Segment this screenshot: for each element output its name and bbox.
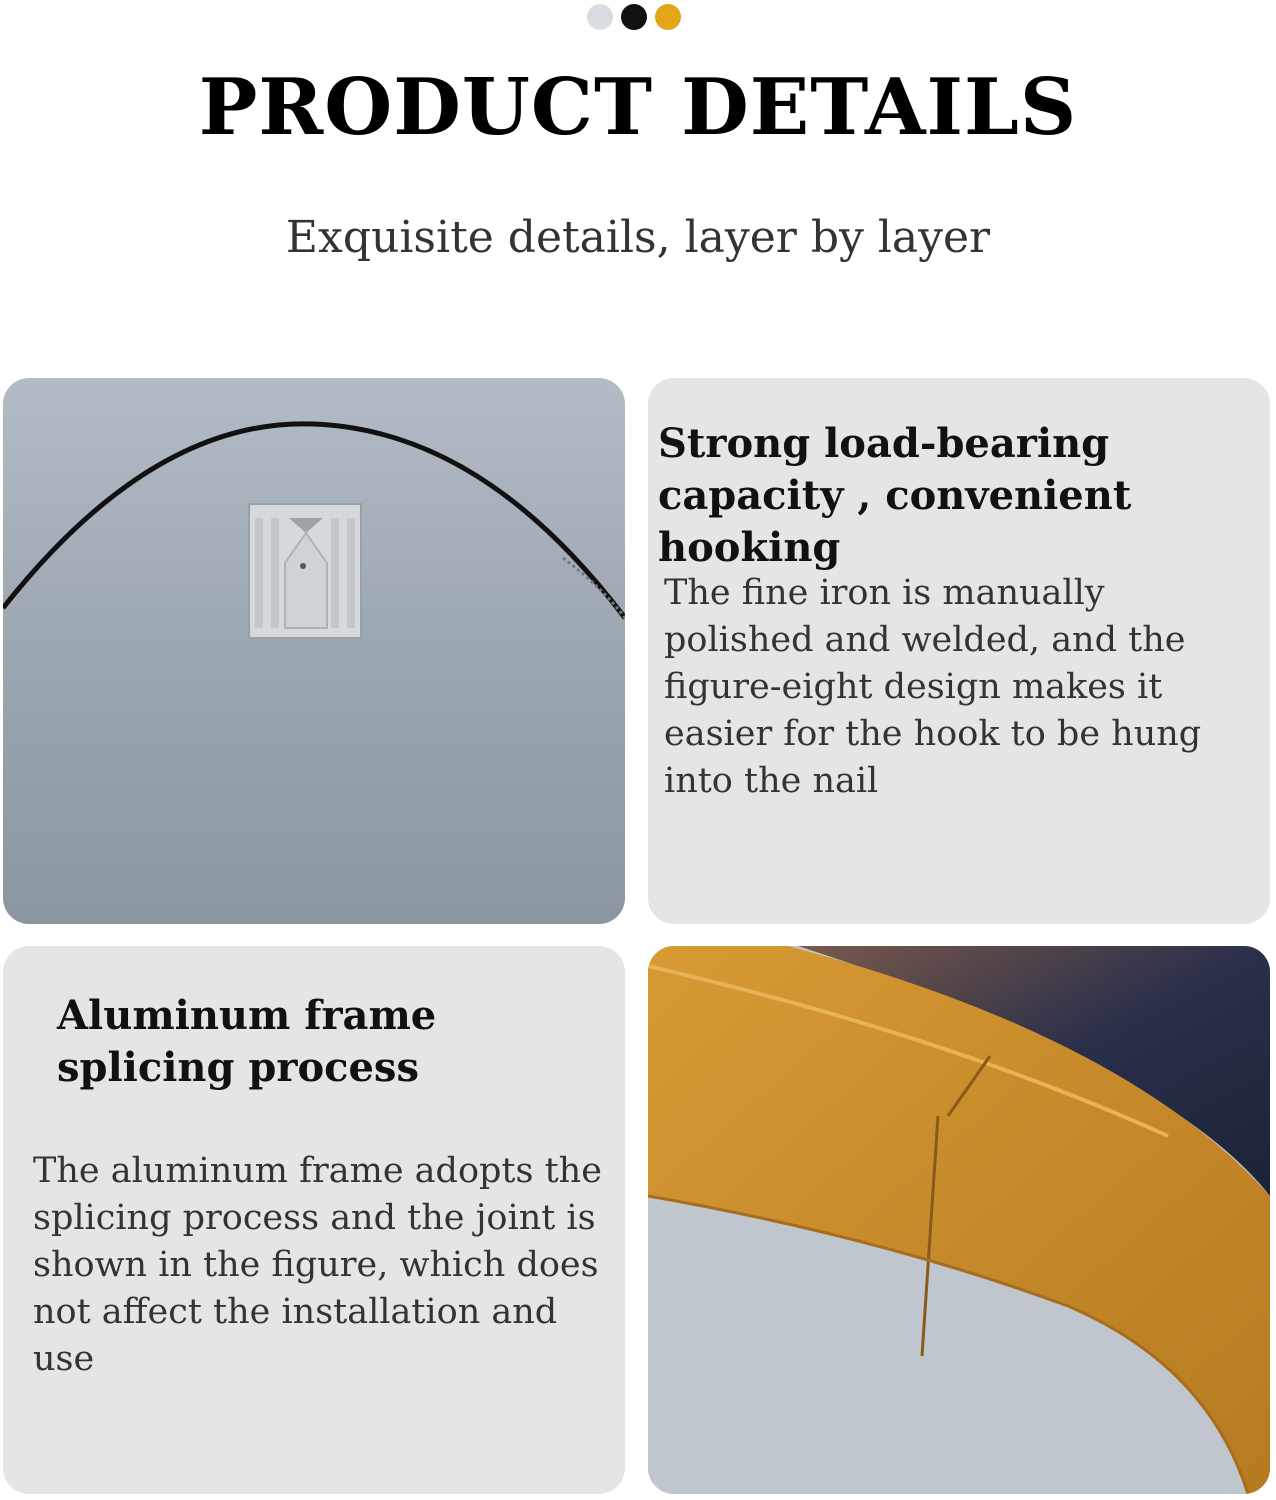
hook-detail-image (3, 378, 625, 924)
swatch-black (621, 4, 647, 30)
page-title: PRODUCT DETAILS (198, 62, 1078, 153)
feature-description: The fine iron is manually polished and welded, and the figure-eight design makes it easier for the hook to be hung into the nail (664, 573, 1202, 801)
color-swatches (587, 4, 681, 30)
feature-title: Strong load-bearing capacity , convenient hooking (658, 420, 1132, 571)
swatch-gold (655, 4, 681, 30)
feature-description: The aluminum frame adopts the splicing process and the joint is shown in the figure, which does not affect the installation and use (33, 1151, 602, 1379)
feature-card-hook (648, 378, 1270, 924)
frame-joint-image (648, 946, 1270, 1494)
swatch-silver (587, 4, 613, 30)
feature-card-frame (3, 946, 625, 1494)
feature-title: Aluminum frame splicing process (57, 992, 437, 1091)
page-subtitle: Exquisite details, layer by layer (285, 212, 991, 263)
